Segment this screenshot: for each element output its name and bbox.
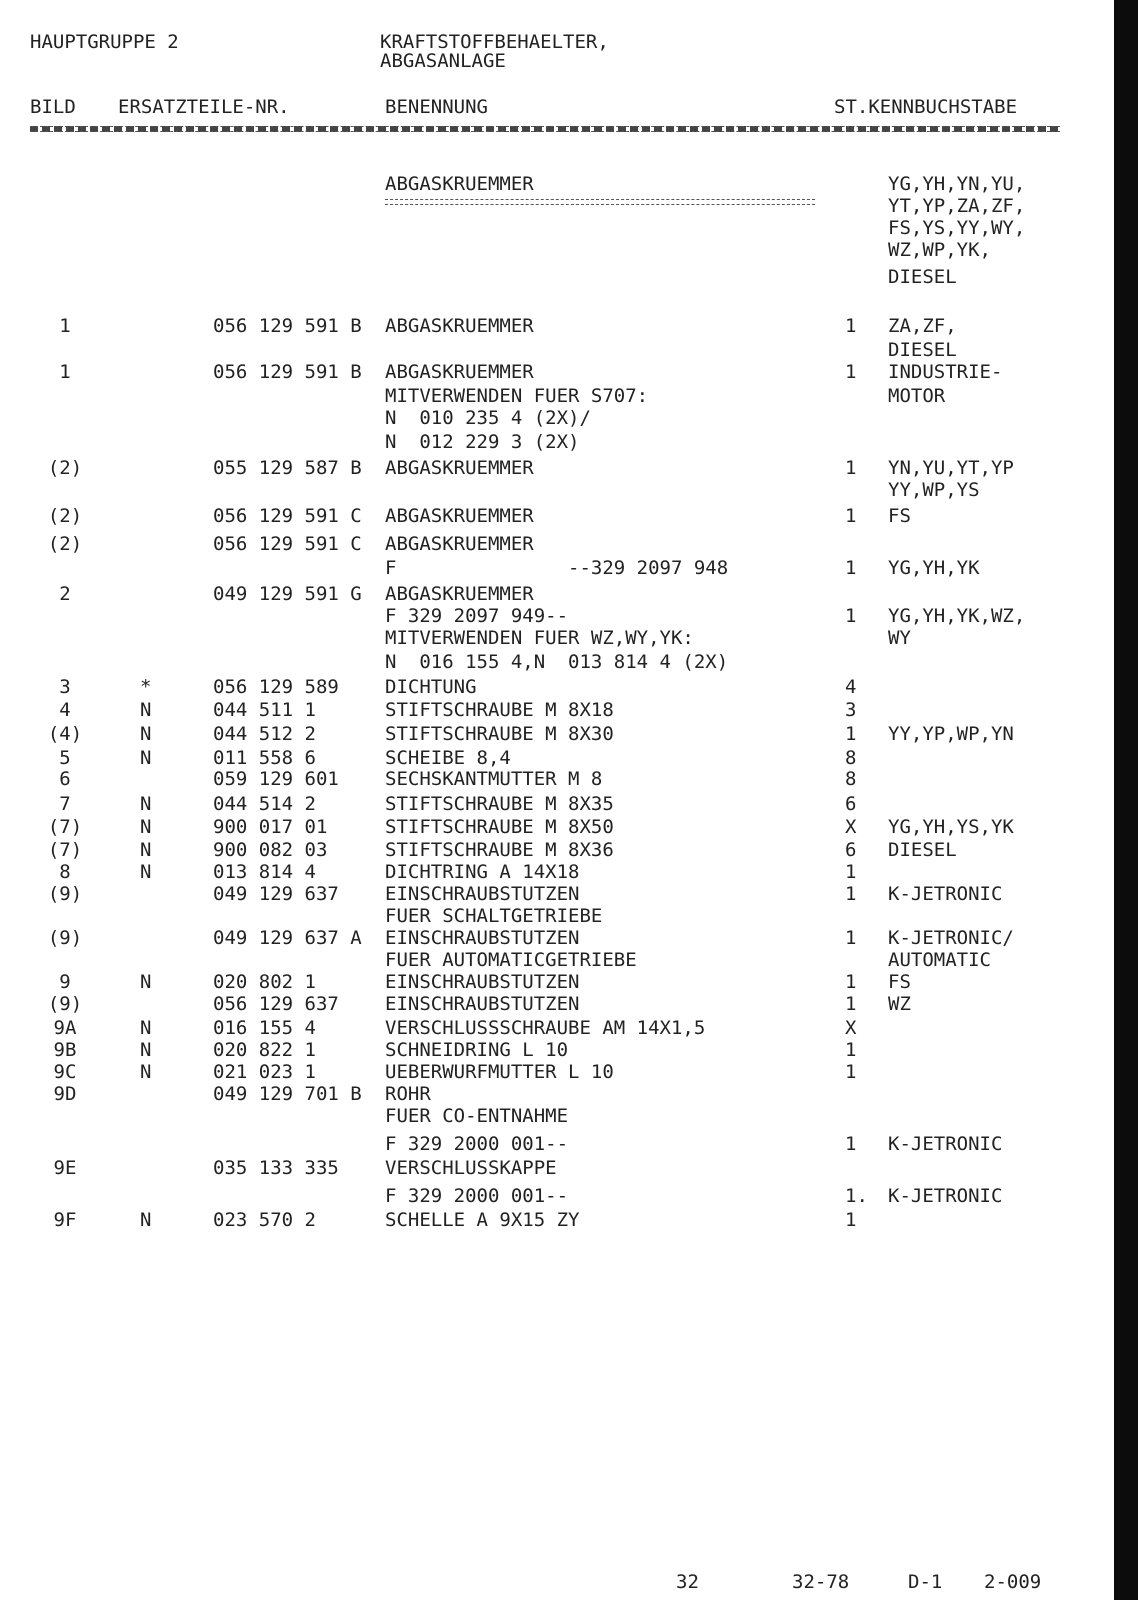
row-marker: N	[140, 861, 152, 883]
row-code-letters: FS	[888, 505, 911, 527]
row-description: DICHTUNG	[385, 676, 477, 698]
row-bild-number: (4)	[47, 723, 83, 745]
row-bild-number: (9)	[47, 993, 83, 1015]
row-part-number: 044 512 2	[213, 723, 316, 745]
table-row	[0, 315, 1100, 337]
row-code-letters: ZA,ZF,	[888, 315, 957, 337]
row-bild-number: 6	[59, 768, 71, 790]
row-bild-number: 1	[59, 315, 71, 337]
row-bild-number: (7)	[47, 816, 83, 838]
table-row	[0, 339, 1100, 361]
table-row	[0, 723, 1100, 745]
row-description: VERSCHLUSSSCHRAUBE AM 14X1,5	[385, 1017, 706, 1039]
table-row	[0, 1083, 1100, 1105]
row-code-letters: K-JETRONIC	[888, 883, 1003, 905]
page-title-line-2: ABGASANLAGE	[380, 50, 506, 72]
row-part-number: 021 023 1	[213, 1061, 316, 1083]
footer-reference-1: D-1	[908, 1571, 943, 1593]
table-row	[0, 457, 1100, 479]
row-marker: N	[140, 747, 152, 769]
row-part-number: 044 511 1	[213, 699, 316, 721]
row-bild-number: (2)	[47, 457, 83, 479]
table-row	[0, 407, 1100, 429]
row-description: ABGASKRUEMMER	[385, 583, 534, 605]
row-quantity: 1	[845, 361, 857, 383]
row-description: ABGASKRUEMMER	[385, 315, 534, 337]
row-marker: N	[140, 816, 152, 838]
row-marker: N	[140, 839, 152, 861]
group-heading: HAUPTGRUPPE 2	[30, 31, 179, 53]
row-description: SECHSKANTMUTTER M 8	[385, 768, 603, 790]
table-row	[0, 1209, 1100, 1231]
row-quantity: 1.	[845, 1185, 868, 1207]
row-bild-number: (2)	[47, 505, 83, 527]
row-code-letters: YG,YH,YS,YK	[888, 816, 1014, 838]
row-quantity: 1	[845, 1209, 857, 1231]
column-header-description: BENENNUNG	[385, 96, 488, 118]
row-part-number: 011 558 6	[213, 747, 316, 769]
row-description: ABGASKRUEMMER	[385, 457, 534, 479]
row-part-number: 020 822 1	[213, 1039, 316, 1061]
row-code-letters: YY,YP,WP,YN	[888, 723, 1014, 745]
row-quantity: 8	[845, 768, 857, 790]
table-row	[0, 479, 1100, 501]
row-marker: N	[140, 1061, 152, 1083]
row-code-letters: YG,YH,YK,WZ,	[888, 605, 1026, 627]
row-bild-number: 9E	[53, 1157, 77, 1179]
row-code-letters: YY,WP,YS	[888, 479, 980, 501]
row-part-number: 049 129 701 B	[213, 1083, 362, 1105]
row-quantity: 8	[845, 747, 857, 769]
row-code-letters: DIESEL	[888, 839, 957, 861]
row-code-letters: DIESEL	[888, 339, 957, 361]
row-description: N 016 155 4,N 013 814 4 (2X)	[385, 651, 729, 673]
row-bild-number: 2	[59, 583, 71, 605]
table-row	[0, 816, 1100, 838]
row-marker: *	[140, 676, 152, 698]
row-description: SCHEIBE 8,4	[385, 747, 511, 769]
row-part-number: 013 814 4	[213, 861, 316, 883]
row-description: F 329 2000 001--	[385, 1133, 569, 1155]
row-marker: N	[140, 793, 152, 815]
row-quantity: 1	[845, 605, 857, 627]
row-part-number: 020 802 1	[213, 971, 316, 993]
row-part-number: 049 129 591 G	[213, 583, 362, 605]
table-row	[0, 1039, 1100, 1061]
row-description: F --329 2097 948	[385, 557, 729, 579]
row-description: UEBERWURFMUTTER L 10	[385, 1061, 614, 1083]
row-quantity: X	[845, 816, 857, 838]
row-description: MITVERWENDEN FUER WZ,WY,YK:	[385, 627, 694, 649]
row-marker: N	[140, 723, 152, 745]
row-part-number: 056 129 637	[213, 993, 339, 1015]
row-part-number: 056 129 591 C	[213, 505, 362, 527]
row-description: STIFTSCHRAUBE M 8X36	[385, 839, 614, 861]
row-bild-number: 5	[59, 747, 71, 769]
row-description: FUER SCHALTGETRIEBE	[385, 905, 603, 927]
row-description: VERSCHLUSSKAPPE	[385, 1157, 557, 1179]
row-bild-number: 9A	[53, 1017, 77, 1039]
table-row	[0, 793, 1100, 815]
section-code-line: WZ,WP,YK,	[888, 239, 991, 261]
row-description: F 329 2097 949--	[385, 605, 569, 627]
row-description: EINSCHRAUBSTUTZEN	[385, 883, 580, 905]
row-quantity: 3	[845, 699, 857, 721]
row-bild-number: (9)	[47, 883, 83, 905]
table-row	[0, 861, 1100, 883]
row-part-number: 023 570 2	[213, 1209, 316, 1231]
row-description: F 329 2000 001--	[385, 1185, 569, 1207]
row-marker: N	[140, 699, 152, 721]
row-part-number: 056 129 591 C	[213, 533, 362, 555]
table-row	[0, 971, 1100, 993]
row-bild-number: (2)	[47, 533, 83, 555]
table-row	[0, 993, 1100, 1015]
row-quantity: X	[845, 1017, 857, 1039]
row-description: EINSCHRAUBSTUTZEN	[385, 993, 580, 1015]
table-row	[0, 533, 1100, 555]
section-code-line: YG,YH,YN,YU,	[888, 173, 1026, 195]
table-row	[0, 747, 1100, 769]
row-quantity: 1	[845, 315, 857, 337]
row-part-number: 044 514 2	[213, 793, 316, 815]
row-part-number: 059 129 601	[213, 768, 339, 790]
row-code-letters: WZ	[888, 993, 911, 1015]
row-quantity: 6	[845, 839, 857, 861]
table-row	[0, 1185, 1100, 1207]
table-row	[0, 1157, 1100, 1179]
row-quantity: 4	[845, 676, 857, 698]
row-code-letters: YN,YU,YT,YP	[888, 457, 1014, 479]
table-row	[0, 431, 1100, 453]
table-row	[0, 676, 1100, 698]
row-quantity: 1	[845, 1133, 857, 1155]
row-bild-number: 9F	[53, 1209, 77, 1231]
table-row	[0, 583, 1100, 605]
row-marker: N	[140, 1017, 152, 1039]
footer-reference-2: 2-009	[984, 1571, 1042, 1593]
row-bild-number: 9D	[53, 1083, 77, 1105]
row-description: STIFTSCHRAUBE M 8X35	[385, 793, 614, 815]
row-bild-number: 9C	[53, 1061, 77, 1083]
row-description: FUER CO-ENTNAHME	[385, 1105, 569, 1127]
row-bild-number: 1	[59, 361, 71, 383]
row-code-letters: YG,YH,YK	[888, 557, 980, 579]
row-part-number: 016 155 4	[213, 1017, 316, 1039]
section-code-line: YT,YP,ZA,ZF,	[888, 195, 1026, 217]
row-part-number: 049 129 637	[213, 883, 339, 905]
row-quantity: 1	[845, 1039, 857, 1061]
row-marker: N	[140, 1209, 152, 1231]
row-part-number: 035 133 335	[213, 1157, 339, 1179]
row-description: ABGASKRUEMMER	[385, 533, 534, 555]
footer-date: 32-78	[792, 1571, 850, 1593]
row-description: N 012 229 3 (2X)	[385, 431, 580, 453]
row-quantity: 1	[845, 457, 857, 479]
row-quantity: 1	[845, 883, 857, 905]
section-code-line: FS,YS,YY,WY,	[888, 217, 1026, 239]
row-bild-number: (7)	[47, 839, 83, 861]
row-description: STIFTSCHRAUBE M 8X30	[385, 723, 614, 745]
table-row	[0, 651, 1100, 673]
row-code-letters: MOTOR	[888, 385, 946, 407]
table-row	[0, 1105, 1100, 1127]
row-part-number: 049 129 637 A	[213, 927, 362, 949]
row-description: SCHELLE A 9X15 ZY	[385, 1209, 580, 1231]
row-quantity: 1	[845, 557, 857, 579]
row-quantity: 1	[845, 1061, 857, 1083]
row-quantity: 1	[845, 861, 857, 883]
row-bild-number: 9	[59, 971, 71, 993]
section-title: ABGASKRUEMMER	[385, 173, 534, 195]
table-row	[0, 839, 1100, 861]
row-code-letters: FS	[888, 971, 911, 993]
row-part-number: 056 129 591 B	[213, 361, 362, 383]
row-description: ABGASKRUEMMER	[385, 505, 534, 527]
row-quantity: 1	[845, 971, 857, 993]
row-description: FUER AUTOMATICGETRIEBE	[385, 949, 637, 971]
row-code-letters: INDUSTRIE-	[888, 361, 1003, 383]
row-description: STIFTSCHRAUBE M 8X18	[385, 699, 614, 721]
row-quantity: 1	[845, 505, 857, 527]
row-part-number: 055 129 587 B	[213, 457, 362, 479]
footer-page-number: 32	[676, 1571, 699, 1593]
row-description: N 010 235 4 (2X)/	[385, 407, 591, 429]
table-row	[0, 883, 1100, 905]
row-bild-number: 7	[59, 793, 71, 815]
table-row	[0, 385, 1100, 407]
row-description: SCHNEIDRING L 10	[385, 1039, 569, 1061]
table-row	[0, 1061, 1100, 1083]
row-part-number: 056 129 589	[213, 676, 339, 698]
scan-edge-shadow	[1114, 0, 1138, 1600]
table-row	[0, 927, 1100, 949]
row-marker: N	[140, 1039, 152, 1061]
table-row	[0, 768, 1100, 790]
row-bild-number: 9B	[53, 1039, 77, 1061]
column-header-part-number: ERSATZTEILE-NR.	[118, 96, 290, 118]
row-part-number: 056 129 591 B	[213, 315, 362, 337]
table-row	[0, 1017, 1100, 1039]
table-row	[0, 905, 1100, 927]
header-separator	[30, 126, 1060, 132]
row-part-number: 900 017 01	[213, 816, 328, 838]
row-description: STIFTSCHRAUBE M 8X50	[385, 816, 614, 838]
row-code-letters: WY	[888, 627, 911, 649]
row-code-letters: K-JETRONIC	[888, 1133, 1003, 1155]
section-code-line: DIESEL	[888, 266, 957, 288]
row-bild-number: 4	[59, 699, 71, 721]
row-description: EINSCHRAUBSTUTZEN	[385, 927, 580, 949]
column-header-qty-code: ST.KENNBUCHSTABE	[834, 96, 1018, 118]
table-row	[0, 627, 1100, 649]
table-row	[0, 605, 1100, 627]
table-row	[0, 1133, 1100, 1155]
table-row	[0, 505, 1100, 527]
row-description: ROHR	[385, 1083, 431, 1105]
row-quantity: 6	[845, 793, 857, 815]
row-part-number: 900 082 03	[213, 839, 328, 861]
row-description: DICHTRING A 14X18	[385, 861, 580, 883]
row-description: EINSCHRAUBSTUTZEN	[385, 971, 580, 993]
row-code-letters: AUTOMATIC	[888, 949, 991, 971]
row-code-letters: K-JETRONIC	[888, 1185, 1003, 1207]
table-row	[0, 361, 1100, 383]
table-row	[0, 557, 1100, 579]
table-row	[0, 699, 1100, 721]
table-row	[0, 949, 1100, 971]
page-title-line-1: KRAFTSTOFFBEHAELTER,	[380, 31, 609, 53]
row-code-letters: K-JETRONIC/	[888, 927, 1014, 949]
row-quantity: 1	[845, 723, 857, 745]
row-bild-number: (9)	[47, 927, 83, 949]
column-header-bild: BILD	[30, 96, 76, 118]
row-description: ABGASKRUEMMER	[385, 361, 534, 383]
row-description: MITVERWENDEN FUER S707:	[385, 385, 649, 407]
row-bild-number: 3	[59, 676, 71, 698]
row-quantity: 1	[845, 993, 857, 1015]
row-marker: N	[140, 971, 152, 993]
section-title-underline	[385, 199, 815, 205]
row-quantity: 1	[845, 927, 857, 949]
row-bild-number: 8	[59, 861, 71, 883]
